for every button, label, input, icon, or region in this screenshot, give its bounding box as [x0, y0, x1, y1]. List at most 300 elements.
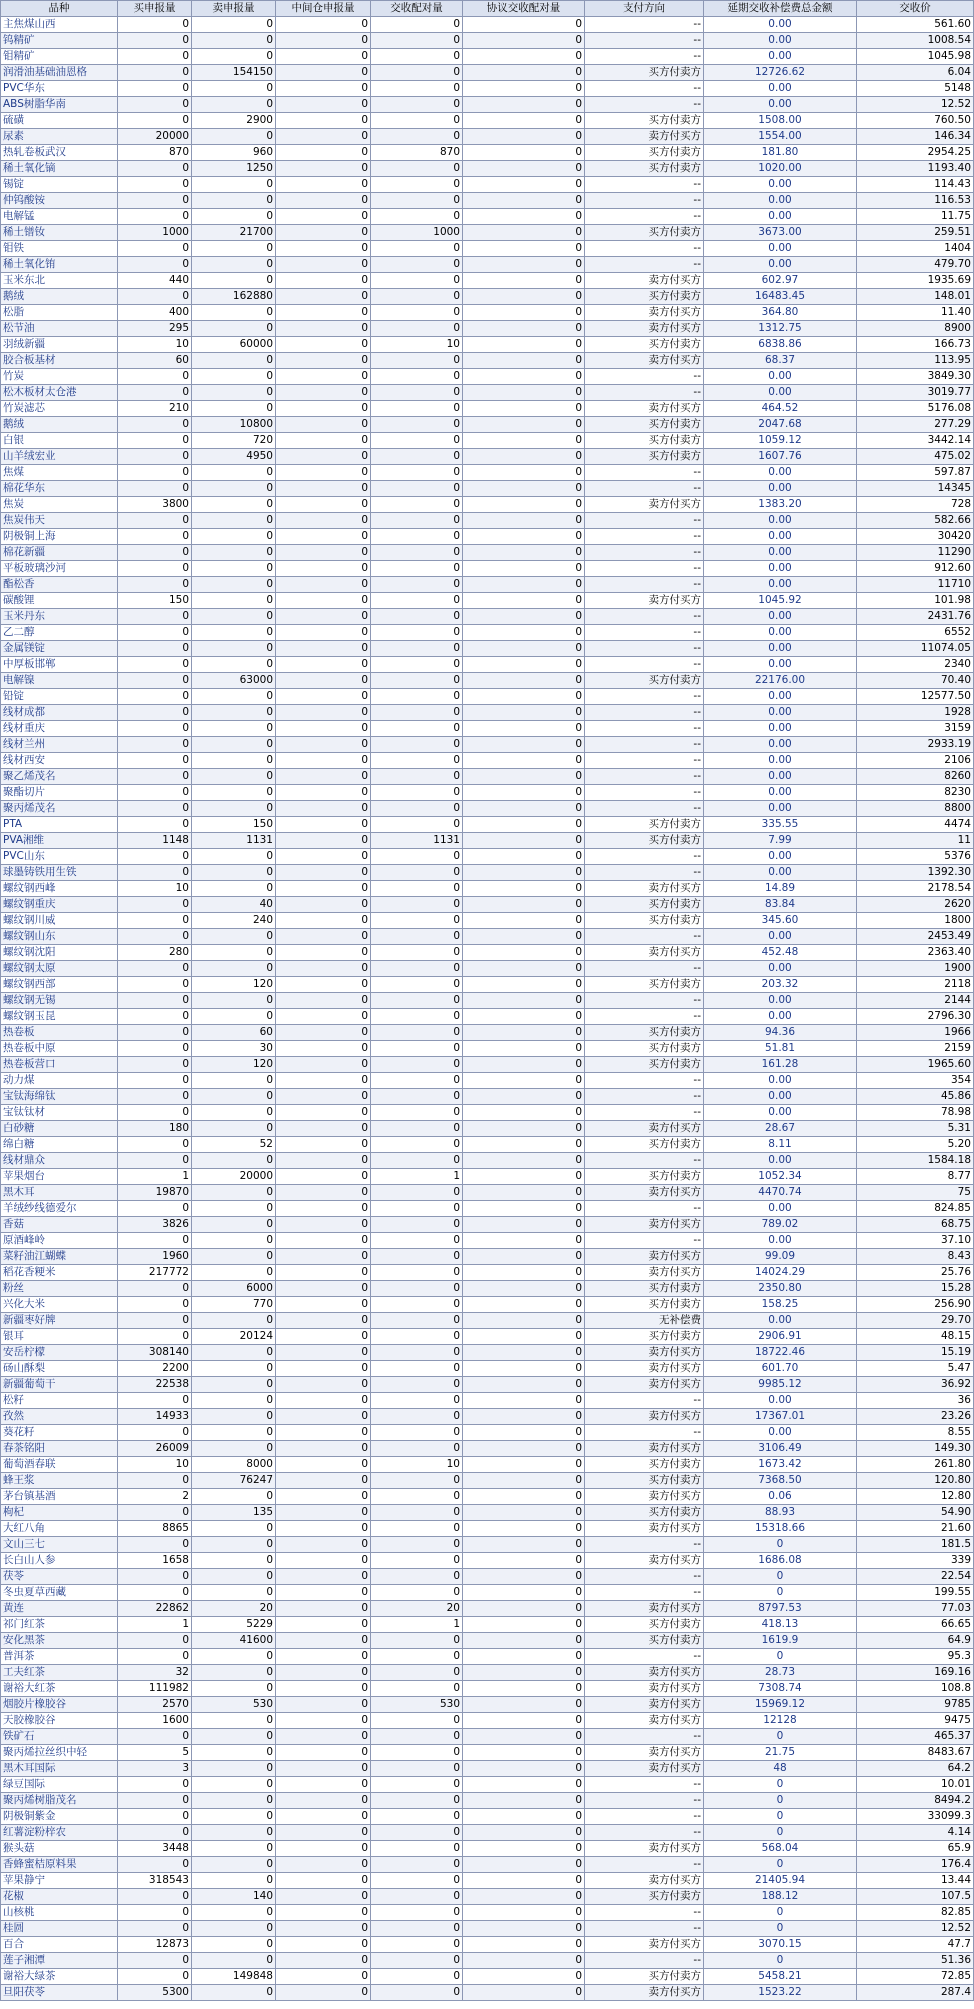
payment-direction-cell: 买方付卖方 — [585, 1889, 704, 1905]
delivery-price-cell: 47.7 — [857, 1937, 974, 1953]
payment-direction-cell: 卖方付买方 — [585, 1601, 704, 1617]
variety-cell: 猴头菇 — [1, 1841, 118, 1857]
compensation-amount-cell: 0.00 — [704, 641, 857, 657]
table-row — [1, 993, 974, 1009]
payment-direction-cell: -- — [585, 1233, 704, 1249]
agreement-matched-qty-cell: 0 — [463, 1921, 585, 1937]
sell-qty-cell: 0 — [192, 465, 276, 481]
buy-qty-cell: 440 — [118, 273, 192, 289]
delivery-price-cell: 12.52 — [857, 1921, 974, 1937]
sell-qty-cell: 720 — [192, 433, 276, 449]
intermediate-qty-cell: 0 — [276, 113, 371, 129]
agreement-matched-qty-cell: 0 — [463, 1825, 585, 1841]
table-row — [1, 977, 974, 993]
intermediate-qty-cell: 0 — [276, 225, 371, 241]
delivery-price-cell: 6552 — [857, 625, 974, 641]
sell-qty-cell: 0 — [192, 1809, 276, 1825]
payment-direction-cell: -- — [585, 81, 704, 97]
agreement-matched-qty-cell: 0 — [463, 561, 585, 577]
intermediate-qty-cell: 0 — [276, 833, 371, 849]
table-row — [1, 769, 974, 785]
agreement-matched-qty-cell: 0 — [463, 1217, 585, 1233]
payment-direction-cell: 卖方付买方 — [585, 129, 704, 145]
variety-cell: PVC山东 — [1, 849, 118, 865]
buy-qty-cell: 12873 — [118, 1937, 192, 1953]
sell-qty-cell: 240 — [192, 913, 276, 929]
agreement-matched-qty-cell: 0 — [463, 1409, 585, 1425]
intermediate-qty-cell: 0 — [276, 1073, 371, 1089]
table-row — [1, 801, 974, 817]
delivery-price-cell: 15.28 — [857, 1281, 974, 1297]
table-row — [1, 529, 974, 545]
delivery-price-cell: 760.50 — [857, 113, 974, 129]
agreement-matched-qty-cell: 0 — [463, 1009, 585, 1025]
compensation-amount-cell: 8797.53 — [704, 1601, 857, 1617]
compensation-amount-cell: 15969.12 — [704, 1697, 857, 1713]
buy-qty-cell: 0 — [118, 673, 192, 689]
delivery-price-cell: 5.31 — [857, 1121, 974, 1137]
agreement-matched-qty-cell: 0 — [463, 577, 585, 593]
intermediate-qty-cell: 0 — [276, 1009, 371, 1025]
intermediate-qty-cell: 0 — [276, 17, 371, 33]
matched-qty-cell: 0 — [371, 1713, 463, 1729]
table-row — [1, 401, 974, 417]
agreement-matched-qty-cell: 0 — [463, 1873, 585, 1889]
agreement-matched-qty-cell: 0 — [463, 1025, 585, 1041]
table-row — [1, 1361, 974, 1377]
sell-qty-cell: 0 — [192, 1377, 276, 1393]
sell-qty-cell: 960 — [192, 145, 276, 161]
intermediate-qty-cell: 0 — [276, 65, 371, 81]
agreement-matched-qty-cell: 0 — [463, 1249, 585, 1265]
delivery-price-cell: 1045.98 — [857, 49, 974, 65]
matched-qty-cell: 0 — [371, 1969, 463, 1985]
table-row — [1, 17, 974, 33]
sell-qty-cell: 0 — [192, 513, 276, 529]
variety-cell: 天胶橡胶谷 — [1, 1713, 118, 1729]
buy-qty-cell: 0 — [118, 1009, 192, 1025]
delivery-price-cell: 8230 — [857, 785, 974, 801]
variety-cell: 焦炭伟天 — [1, 513, 118, 529]
compensation-amount-cell: 1607.76 — [704, 449, 857, 465]
payment-direction-cell: 买方付卖方 — [585, 1633, 704, 1649]
intermediate-qty-cell: 0 — [276, 1201, 371, 1217]
compensation-amount-cell: 0.00 — [704, 865, 857, 881]
variety-cell: 线材鼎众 — [1, 1153, 118, 1169]
matched-qty-cell: 0 — [371, 1105, 463, 1121]
compensation-amount-cell: 0.00 — [704, 1425, 857, 1441]
delivery-price-cell: 37.10 — [857, 1233, 974, 1249]
sell-qty-cell: 0 — [192, 1841, 276, 1857]
payment-direction-cell: 买方付卖方 — [585, 433, 704, 449]
buy-qty-cell: 0 — [118, 33, 192, 49]
buy-qty-cell: 150 — [118, 593, 192, 609]
compensation-amount-cell: 1312.75 — [704, 321, 857, 337]
delivery-price-cell: 912.60 — [857, 561, 974, 577]
variety-cell: 普洱茶 — [1, 1649, 118, 1665]
intermediate-qty-cell: 0 — [276, 801, 371, 817]
variety-cell: 原酒峰岭 — [1, 1233, 118, 1249]
intermediate-qty-cell: 0 — [276, 1441, 371, 1457]
table-row — [1, 1297, 974, 1313]
payment-direction-cell: 卖方付买方 — [585, 1681, 704, 1697]
compensation-amount-cell: 6838.86 — [704, 337, 857, 353]
compensation-amount-cell: 0 — [704, 1857, 857, 1873]
buy-qty-cell: 0 — [118, 385, 192, 401]
intermediate-qty-cell: 0 — [276, 161, 371, 177]
agreement-matched-qty-cell: 0 — [463, 209, 585, 225]
buy-qty-cell: 0 — [118, 1393, 192, 1409]
intermediate-qty-cell: 0 — [276, 1345, 371, 1361]
delivery-price-cell: 114.43 — [857, 177, 974, 193]
matched-qty-cell: 0 — [371, 1361, 463, 1377]
payment-direction-cell: 买方付卖方 — [585, 913, 704, 929]
payment-direction-cell: 买方付卖方 — [585, 417, 704, 433]
agreement-matched-qty-cell: 0 — [463, 753, 585, 769]
payment-direction-cell: -- — [585, 209, 704, 225]
delivery-price-cell: 176.4 — [857, 1857, 974, 1873]
table-row — [1, 1649, 974, 1665]
delivery-price-cell: 70.40 — [857, 673, 974, 689]
intermediate-qty-cell: 0 — [276, 1025, 371, 1041]
sell-qty-cell: 0 — [192, 1729, 276, 1745]
intermediate-qty-cell: 0 — [276, 1137, 371, 1153]
table-row — [1, 849, 974, 865]
buy-qty-cell: 0 — [118, 1201, 192, 1217]
agreement-matched-qty-cell: 0 — [463, 1617, 585, 1633]
payment-direction-cell: -- — [585, 705, 704, 721]
agreement-matched-qty-cell: 0 — [463, 1425, 585, 1441]
matched-qty-cell: 0 — [371, 305, 463, 321]
intermediate-qty-cell: 0 — [276, 433, 371, 449]
table-row — [1, 1233, 974, 1249]
compensation-amount-cell: 418.13 — [704, 1617, 857, 1633]
matched-qty-cell: 0 — [371, 705, 463, 721]
delivery-price-cell: 261.80 — [857, 1457, 974, 1473]
intermediate-qty-cell: 0 — [276, 337, 371, 353]
delivery-price-cell: 11.75 — [857, 209, 974, 225]
matched-qty-cell: 0 — [371, 561, 463, 577]
sell-qty-cell: 8000 — [192, 1457, 276, 1473]
matched-qty-cell: 0 — [371, 401, 463, 417]
delivery-price-cell: 2106 — [857, 753, 974, 769]
payment-direction-cell: 卖方付买方 — [585, 1265, 704, 1281]
payment-direction-cell: -- — [585, 753, 704, 769]
table-row — [1, 961, 974, 977]
sell-qty-cell: 0 — [192, 401, 276, 417]
matched-qty-cell: 0 — [371, 1937, 463, 1953]
col-header-variety[interactable]: 品种 — [1, 1, 118, 17]
payment-direction-cell: -- — [585, 529, 704, 545]
matched-qty-cell: 0 — [371, 721, 463, 737]
intermediate-qty-cell: 0 — [276, 1121, 371, 1137]
buy-qty-cell: 0 — [118, 1505, 192, 1521]
payment-direction-cell: -- — [585, 1953, 704, 1969]
variety-cell: 山核桃 — [1, 1905, 118, 1921]
sell-qty-cell: 0 — [192, 865, 276, 881]
buy-qty-cell: 0 — [118, 753, 192, 769]
variety-cell: PVC华东 — [1, 81, 118, 97]
agreement-matched-qty-cell: 0 — [463, 337, 585, 353]
agreement-matched-qty-cell: 0 — [463, 785, 585, 801]
matched-qty-cell: 0 — [371, 1393, 463, 1409]
compensation-amount-cell: 0.00 — [704, 177, 857, 193]
matched-qty-cell: 0 — [371, 1153, 463, 1169]
buy-qty-cell: 0 — [118, 1921, 192, 1937]
payment-direction-cell: 买方付卖方 — [585, 1457, 704, 1473]
intermediate-qty-cell: 0 — [276, 1233, 371, 1249]
agreement-matched-qty-cell: 0 — [463, 1505, 585, 1521]
matched-qty-cell: 0 — [371, 577, 463, 593]
compensation-amount-cell: 0.00 — [704, 769, 857, 785]
variety-cell: 螺纹钢山东 — [1, 929, 118, 945]
variety-cell: 螺纹钢无锡 — [1, 993, 118, 1009]
agreement-matched-qty-cell: 0 — [463, 417, 585, 433]
variety-cell: 螺纹钢川威 — [1, 913, 118, 929]
agreement-matched-qty-cell: 0 — [463, 433, 585, 449]
agreement-matched-qty-cell: 0 — [463, 769, 585, 785]
buy-qty-cell: 2200 — [118, 1361, 192, 1377]
table-row — [1, 1217, 974, 1233]
payment-direction-cell: 卖方付买方 — [585, 1249, 704, 1265]
buy-qty-cell: 0 — [118, 1073, 192, 1089]
variety-cell: 钼铁 — [1, 241, 118, 257]
table-row — [1, 433, 974, 449]
intermediate-qty-cell: 0 — [276, 1553, 371, 1569]
payment-direction-cell: -- — [585, 785, 704, 801]
col-header-agreement-matched-qty[interactable]: 协议交收配对量 — [463, 1, 585, 17]
compensation-amount-cell: 0 — [704, 1569, 857, 1585]
buy-qty-cell: 0 — [118, 1041, 192, 1057]
buy-qty-cell: 210 — [118, 401, 192, 417]
agreement-matched-qty-cell: 0 — [463, 113, 585, 129]
intermediate-qty-cell: 0 — [276, 1697, 371, 1713]
agreement-matched-qty-cell: 0 — [463, 145, 585, 161]
delivery-price-cell: 108.8 — [857, 1681, 974, 1697]
payment-direction-cell: -- — [585, 1073, 704, 1089]
intermediate-qty-cell: 0 — [276, 881, 371, 897]
payment-direction-cell: -- — [585, 1649, 704, 1665]
variety-cell: 鹅绒 — [1, 289, 118, 305]
intermediate-qty-cell: 0 — [276, 449, 371, 465]
buy-qty-cell: 1658 — [118, 1553, 192, 1569]
matched-qty-cell: 0 — [371, 753, 463, 769]
table-row — [1, 1841, 974, 1857]
buy-qty-cell: 0 — [118, 1649, 192, 1665]
table-row — [1, 97, 974, 113]
sell-qty-cell: 0 — [192, 1777, 276, 1793]
matched-qty-cell: 0 — [371, 1905, 463, 1921]
variety-cell: 动力煤 — [1, 1073, 118, 1089]
payment-direction-cell: -- — [585, 577, 704, 593]
payment-direction-cell: -- — [585, 657, 704, 673]
matched-qty-cell: 0 — [371, 609, 463, 625]
buy-qty-cell: 280 — [118, 945, 192, 961]
intermediate-qty-cell: 0 — [276, 1425, 371, 1441]
sell-qty-cell: 120 — [192, 977, 276, 993]
table-row — [1, 1857, 974, 1873]
variety-cell: 螺纹钢太原 — [1, 961, 118, 977]
variety-cell: 孜然 — [1, 1409, 118, 1425]
table-row — [1, 1521, 974, 1537]
payment-direction-cell: -- — [585, 1857, 704, 1873]
compensation-amount-cell: 0.00 — [704, 561, 857, 577]
matched-qty-cell: 0 — [371, 257, 463, 273]
delivery-price-cell: 8494.2 — [857, 1793, 974, 1809]
compensation-amount-cell: 0.00 — [704, 1089, 857, 1105]
agreement-matched-qty-cell: 0 — [463, 241, 585, 257]
compensation-amount-cell: 158.25 — [704, 1297, 857, 1313]
agreement-matched-qty-cell: 0 — [463, 1265, 585, 1281]
buy-qty-cell: 0 — [118, 241, 192, 257]
buy-qty-cell: 0 — [118, 977, 192, 993]
variety-cell: 莲子湘潭 — [1, 1953, 118, 1969]
matched-qty-cell: 0 — [371, 913, 463, 929]
table-row — [1, 1889, 974, 1905]
agreement-matched-qty-cell: 0 — [463, 1329, 585, 1345]
agreement-matched-qty-cell: 0 — [463, 1233, 585, 1249]
compensation-amount-cell: 0 — [704, 1953, 857, 1969]
payment-direction-cell: -- — [585, 545, 704, 561]
col-header-buy-qty[interactable]: 买申报量 — [118, 1, 192, 17]
buy-qty-cell: 0 — [118, 801, 192, 817]
table-row — [1, 1265, 974, 1281]
matched-qty-cell: 10 — [371, 337, 463, 353]
matched-qty-cell: 0 — [371, 769, 463, 785]
compensation-amount-cell: 0.00 — [704, 1313, 857, 1329]
variety-cell: 钼精矿 — [1, 49, 118, 65]
buy-qty-cell: 0 — [118, 97, 192, 113]
compensation-amount-cell: 0 — [704, 1585, 857, 1601]
col-header-compensation-amount[interactable]: 延期交收补偿费总金额 — [704, 1, 857, 17]
intermediate-qty-cell: 0 — [276, 865, 371, 881]
sell-qty-cell: 0 — [192, 1009, 276, 1025]
intermediate-qty-cell: 0 — [276, 1105, 371, 1121]
payment-direction-cell: 卖方付买方 — [585, 321, 704, 337]
table-row — [1, 1425, 974, 1441]
delivery-price-cell: 354 — [857, 1073, 974, 1089]
delivery-price-cell: 68.75 — [857, 1217, 974, 1233]
sell-qty-cell: 0 — [192, 257, 276, 273]
intermediate-qty-cell: 0 — [276, 1617, 371, 1633]
matched-qty-cell: 0 — [371, 1265, 463, 1281]
variety-cell: 松节油 — [1, 321, 118, 337]
payment-direction-cell: -- — [585, 849, 704, 865]
buy-qty-cell: 8865 — [118, 1521, 192, 1537]
payment-direction-cell: -- — [585, 513, 704, 529]
agreement-matched-qty-cell: 0 — [463, 289, 585, 305]
variety-cell: 绵白糖 — [1, 1137, 118, 1153]
col-header-intermediate-qty[interactable]: 中间仓申报量 — [276, 1, 371, 17]
agreement-matched-qty-cell: 0 — [463, 1393, 585, 1409]
col-header-delivery-price[interactable]: 交收价 — [857, 1, 974, 17]
compensation-amount-cell: 15318.66 — [704, 1521, 857, 1537]
compensation-amount-cell: 464.52 — [704, 401, 857, 417]
matched-qty-cell: 0 — [371, 593, 463, 609]
sell-qty-cell: 0 — [192, 641, 276, 657]
variety-cell: 羊绒纱线德爱尔 — [1, 1201, 118, 1217]
compensation-amount-cell: 1619.9 — [704, 1633, 857, 1649]
table-row — [1, 1537, 974, 1553]
buy-qty-cell: 0 — [118, 465, 192, 481]
agreement-matched-qty-cell: 0 — [463, 1297, 585, 1313]
agreement-matched-qty-cell: 0 — [463, 273, 585, 289]
sell-qty-cell: 4950 — [192, 449, 276, 465]
buy-qty-cell: 0 — [118, 625, 192, 641]
delivery-price-cell: 120.80 — [857, 1473, 974, 1489]
table-row — [1, 657, 974, 673]
sell-qty-cell: 0 — [192, 1553, 276, 1569]
table-row — [1, 1377, 974, 1393]
table-row — [1, 721, 974, 737]
compensation-amount-cell: 0.00 — [704, 705, 857, 721]
delivery-price-cell: 9785 — [857, 1697, 974, 1713]
delivery-price-cell: 2933.19 — [857, 737, 974, 753]
intermediate-qty-cell: 0 — [276, 545, 371, 561]
buy-qty-cell: 0 — [118, 1793, 192, 1809]
payment-direction-cell: 买方付卖方 — [585, 833, 704, 849]
compensation-amount-cell: 14.89 — [704, 881, 857, 897]
col-header-sell-qty[interactable]: 卖申报量 — [192, 1, 276, 17]
buy-qty-cell: 0 — [118, 705, 192, 721]
compensation-amount-cell: 3673.00 — [704, 225, 857, 241]
matched-qty-cell: 0 — [371, 1249, 463, 1265]
buy-qty-cell: 295 — [118, 321, 192, 337]
sell-qty-cell: 0 — [192, 129, 276, 145]
agreement-matched-qty-cell: 0 — [463, 593, 585, 609]
compensation-amount-cell: 21405.94 — [704, 1873, 857, 1889]
agreement-matched-qty-cell: 0 — [463, 1377, 585, 1393]
agreement-matched-qty-cell: 0 — [463, 1777, 585, 1793]
matched-qty-cell: 0 — [371, 1025, 463, 1041]
matched-qty-cell: 0 — [371, 513, 463, 529]
col-header-payment-direction[interactable]: 支付方向 — [585, 1, 704, 17]
delivery-price-cell: 149.30 — [857, 1441, 974, 1457]
sell-qty-cell: 150 — [192, 817, 276, 833]
compensation-amount-cell: 0.00 — [704, 753, 857, 769]
sell-qty-cell: 0 — [192, 625, 276, 641]
sell-qty-cell: 0 — [192, 193, 276, 209]
agreement-matched-qty-cell: 0 — [463, 65, 585, 81]
intermediate-qty-cell: 0 — [276, 1377, 371, 1393]
compensation-amount-cell: 0 — [704, 1649, 857, 1665]
compensation-amount-cell: 9985.12 — [704, 1377, 857, 1393]
sell-qty-cell: 20124 — [192, 1329, 276, 1345]
payment-direction-cell: 买方付卖方 — [585, 289, 704, 305]
agreement-matched-qty-cell: 0 — [463, 449, 585, 465]
payment-direction-cell: 卖方付买方 — [585, 1345, 704, 1361]
table-row — [1, 1953, 974, 1969]
payment-direction-cell: -- — [585, 929, 704, 945]
table-row — [1, 209, 974, 225]
sell-qty-cell: 10800 — [192, 417, 276, 433]
sell-qty-cell: 0 — [192, 1121, 276, 1137]
payment-direction-cell: -- — [585, 1537, 704, 1553]
delivery-price-cell: 113.95 — [857, 353, 974, 369]
buy-qty-cell: 0 — [118, 289, 192, 305]
matched-qty-cell: 0 — [371, 33, 463, 49]
matched-qty-cell: 0 — [371, 1953, 463, 1969]
compensation-amount-cell: 0.00 — [704, 609, 857, 625]
compensation-amount-cell: 1052.34 — [704, 1169, 857, 1185]
compensation-amount-cell: 789.02 — [704, 1217, 857, 1233]
agreement-matched-qty-cell: 0 — [463, 513, 585, 529]
col-header-matched-qty[interactable]: 交收配对量 — [371, 1, 463, 17]
sell-qty-cell: 0 — [192, 1393, 276, 1409]
table-row — [1, 497, 974, 513]
delivery-price-cell: 64.9 — [857, 1633, 974, 1649]
compensation-amount-cell: 0.00 — [704, 1393, 857, 1409]
